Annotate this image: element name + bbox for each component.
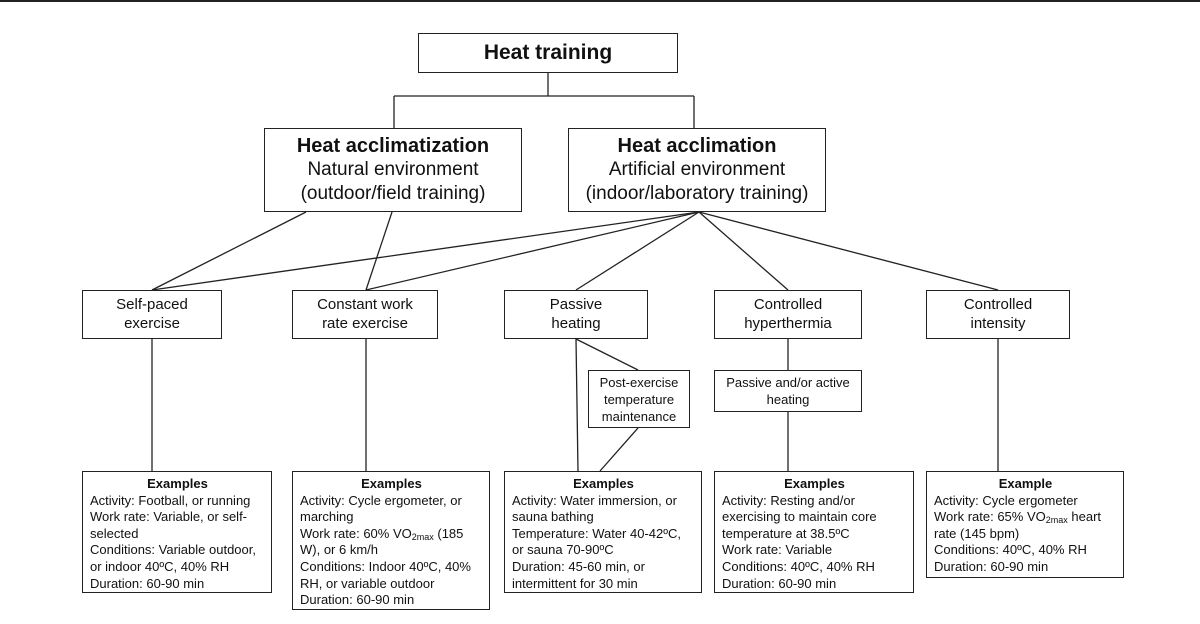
example-line: W), or 6 km/h [300, 542, 379, 558]
examples-heading: Example [998, 476, 1053, 491]
category-constant-work-rate-exercise [292, 290, 438, 339]
connector-acclimatization-constant [366, 212, 392, 290]
category-label-line1: Passive [549, 296, 603, 313]
example-line: Conditions: Indoor 40ºC, 40% [300, 558, 471, 574]
heat-training-title: Heat training [483, 41, 613, 64]
example-line: RH, or variable outdoor [300, 575, 435, 591]
category-label-line1: Controlled [753, 296, 823, 313]
heat-acclimation-line1: Artificial environment [608, 159, 786, 180]
post-exercise-temperature-maintenance-box [588, 370, 690, 428]
example-line: or sauna 70-90ºC [512, 542, 614, 558]
examples-heading: Examples [147, 476, 208, 491]
category-passive-heating [504, 290, 648, 339]
example-line: Work rate: Variable, or self- [90, 509, 248, 525]
work-rate-suffix: heart [1067, 509, 1102, 525]
heat-acclimation-title: Heat acclimation [617, 135, 777, 157]
connector-acclimation-constant [366, 212, 699, 290]
category-label-line2: hyperthermia [744, 315, 832, 332]
example-line: Duration: 45-60 min, or [512, 558, 645, 574]
example-line: Activity: Football, or running [90, 492, 251, 508]
example-line: Duration: 60-90 min [90, 575, 205, 591]
category-label-line2: intensity [970, 315, 1026, 332]
example-line: Activity: Water immersion, or [512, 492, 677, 508]
sub-label-line2: temperature [603, 392, 675, 407]
example-line: Activity: Cycle ergometer, or [300, 492, 462, 508]
heat-acclimatization-box [264, 128, 522, 212]
example-line: sauna bathing [512, 509, 594, 525]
example-line: temperature at 38.5ºC [722, 525, 850, 541]
connector-acclimation-self-paced [152, 212, 699, 290]
example-line: Duration: 60-90 min [934, 558, 1049, 574]
example-line: Duration: 60-90 min [300, 592, 415, 608]
example-line: Conditions: 40ºC, 40% RH [934, 542, 1087, 558]
sub-label-line2: heating [766, 392, 810, 407]
example-line: exercising to maintain core [722, 509, 877, 525]
heat-training-box [418, 33, 678, 73]
heat-acclimation-line2: (indoor/laboratory training) [585, 183, 809, 204]
category-label-line1: Constant work [317, 296, 413, 313]
connector-passive-post-exercise [576, 339, 638, 370]
heat-acclimatization-title: Heat acclimatization [296, 135, 490, 157]
work-rate-prefix: Work rate: 60% VO [300, 525, 412, 541]
sub-label-line1: Passive and/or active [726, 375, 850, 390]
example-line: Conditions: 40ºC, 40% RH [722, 558, 875, 574]
example-line: Activity: Cycle ergometer [934, 492, 1078, 508]
category-label-line2: exercise [124, 315, 180, 332]
heat-acclimation-box [568, 128, 826, 212]
connector-passive-examples [576, 339, 578, 471]
heat-acclimatization-line1: Natural environment [307, 159, 479, 180]
examples-self-paced [82, 471, 272, 593]
example-line: Duration: 60-90 min [722, 575, 837, 591]
connector-post-exercise-examples [600, 428, 638, 471]
category-controlled-intensity [926, 290, 1070, 339]
category-controlled-hyperthermia [714, 290, 862, 339]
category-label-line2: heating [551, 315, 601, 332]
sub-label-line1: Post-exercise [599, 375, 679, 390]
connector-acclimation-passive [576, 212, 699, 290]
vo2max-subscript: 2max [411, 531, 434, 542]
example-work-rate-line [300, 526, 483, 543]
work-rate-prefix: Work rate: 65% VO [934, 509, 1046, 525]
example-line: Activity: Resting and/or [722, 492, 855, 508]
category-label-line1: Self-paced [116, 296, 188, 313]
examples-controlled-hyperthermia [714, 471, 914, 593]
heat-acclimatization-line2: (outdoor/field training) [300, 183, 486, 204]
example-line: rate (145 bpm) [934, 525, 1020, 541]
example-line: or indoor 40ºC, 40% RH [90, 558, 230, 574]
connector-acclimatization-self-paced [152, 212, 306, 290]
example-line: Work rate: Variable [722, 542, 833, 558]
example-line: Conditions: Variable outdoor, [90, 542, 256, 558]
example-line: intermittent for 30 min [512, 575, 638, 591]
vo2max-subscript: 2max [1045, 515, 1068, 526]
example-line: marching [300, 509, 354, 525]
work-rate-suffix: (185 [433, 525, 464, 541]
sub-label-line3: maintenance [601, 409, 677, 424]
examples-heading: Examples [784, 476, 845, 491]
examples-passive-heating [504, 471, 702, 593]
examples-heading: Examples [573, 476, 634, 491]
examples-heading: Examples [361, 476, 422, 491]
category-label-line2: rate exercise [322, 315, 408, 332]
example-line: selected [90, 525, 139, 541]
example-work-rate-line [934, 509, 1117, 526]
examples-controlled-intensity [926, 471, 1124, 578]
example-line: Temperature: Water 40-42ºC, [512, 525, 681, 541]
category-self-paced-exercise [82, 290, 222, 339]
category-label-line1: Controlled [963, 296, 1033, 313]
examples-constant-work-rate [292, 471, 490, 610]
passive-active-heating-box [714, 370, 862, 412]
